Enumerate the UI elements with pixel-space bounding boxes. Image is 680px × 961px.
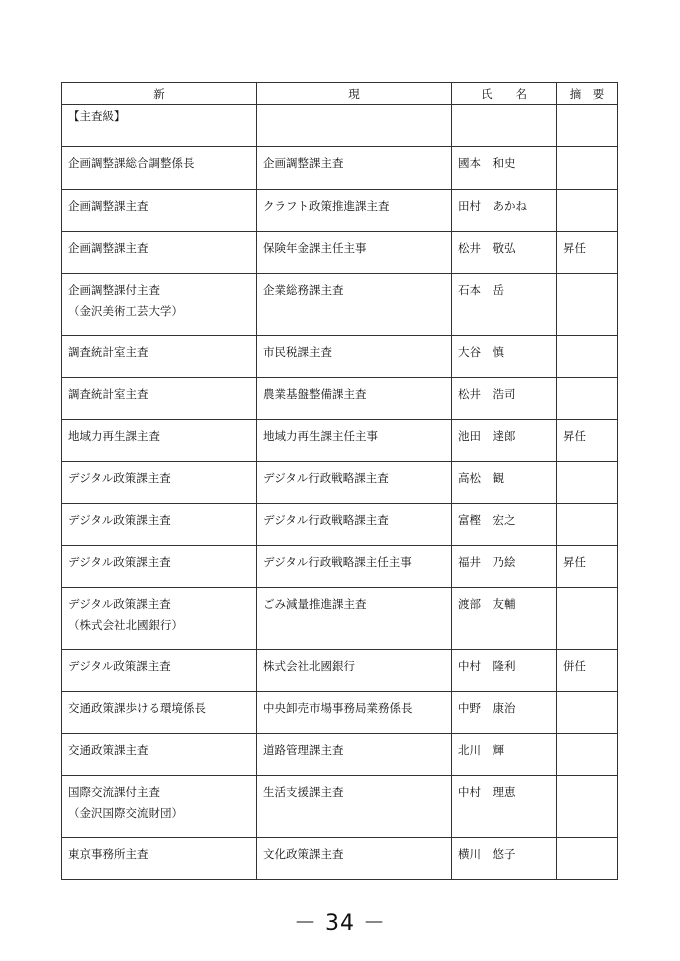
cell-name [452, 838, 557, 880]
current-text: 中央卸売市場事務局業務係長 [263, 701, 413, 715]
cell-new [62, 734, 257, 776]
new-text: 企画調整課主査 [68, 241, 149, 255]
cell-new [62, 776, 257, 838]
name-text: 松井 浩司 [458, 387, 516, 401]
cell-new [62, 378, 257, 420]
current-text: デジタル行政戦略課主査 [263, 471, 389, 485]
name-text: 池田 達郎 [458, 429, 516, 443]
name-text: 中村 隆利 [458, 659, 516, 673]
current-text: クラフト政策推進課主査 [263, 199, 390, 213]
cell-current [257, 147, 452, 190]
cell-current [257, 232, 452, 274]
new-text: 東京事務所主査 [68, 847, 149, 861]
table-row [62, 232, 618, 274]
name-text: 田村 あかね [458, 199, 527, 213]
cell-new [62, 650, 257, 692]
new-text: デジタル政策課主査 [68, 659, 171, 673]
cell-current [257, 274, 452, 336]
cell-note [557, 588, 618, 650]
cell-note [557, 776, 618, 838]
table-row [62, 546, 618, 588]
new-text: 企画調整課主査 [68, 199, 149, 213]
cell-note [557, 274, 618, 336]
new-text: 調査統計室主査 [68, 345, 149, 359]
cell-current [257, 462, 452, 504]
new-text: 地域力再生課主査 [68, 429, 160, 443]
section-row [62, 105, 618, 147]
name-text: 渡部 友輔 [458, 597, 516, 611]
new-text: デジタル政策課主査 [68, 555, 171, 569]
header-note: 摘 要 [557, 83, 618, 105]
cell-name [452, 650, 557, 692]
cell-note [557, 692, 618, 734]
cell-new [62, 838, 257, 880]
table-row [62, 734, 618, 776]
name-text: 北川 輝 [458, 743, 504, 757]
cell-note [557, 650, 618, 692]
new-text: 交通政策課主査 [68, 743, 149, 757]
cell-new [62, 588, 257, 650]
cell-note [557, 420, 618, 462]
cell-new [62, 190, 257, 232]
cell-note [557, 147, 618, 190]
table-row [62, 692, 618, 734]
current-text: ごみ減量推進課主査 [263, 597, 367, 611]
cell-new [62, 336, 257, 378]
page-number: － 34 － [294, 911, 386, 936]
table-row [62, 650, 618, 692]
table-row [62, 838, 618, 880]
table-row [62, 147, 618, 190]
cell-name [452, 147, 557, 190]
table-row [62, 336, 618, 378]
current-text: 生活支援課主査 [263, 785, 344, 799]
cell-note [557, 378, 618, 420]
cell-current [257, 504, 452, 546]
cell-new [62, 147, 257, 190]
cell-new [62, 420, 257, 462]
cell-name [452, 232, 557, 274]
table-row [62, 378, 618, 420]
cell-note [557, 232, 618, 274]
cell-name [452, 378, 557, 420]
current-text: 保険年金課主任主事 [263, 241, 367, 255]
cell-note [557, 336, 618, 378]
cell-name [452, 734, 557, 776]
section-label: 【主査級】 [68, 109, 126, 123]
cell-new [62, 504, 257, 546]
table-row [62, 462, 618, 504]
cell-name [452, 546, 557, 588]
cell-current [257, 190, 452, 232]
cell-new [62, 232, 257, 274]
table-row [62, 420, 618, 462]
note-text: 昇任 [563, 555, 586, 569]
cell-note [557, 546, 618, 588]
cell-name [452, 420, 557, 462]
current-text: 文化政策課主査 [263, 847, 344, 861]
cell-note [557, 734, 618, 776]
note-text: 昇任 [563, 429, 586, 443]
current-text: 企画調整課主査 [263, 156, 344, 170]
new-text: 国際交流課付主査 [68, 785, 160, 799]
cell-new [62, 462, 257, 504]
name-text: 松井 敬弘 [458, 241, 516, 255]
cell-current [257, 776, 452, 838]
name-text: 福井 乃絵 [458, 555, 516, 569]
current-text: 企業総務課主査 [263, 283, 344, 297]
header-name: 氏 名 [452, 83, 557, 105]
name-text: 石本 岳 [458, 283, 504, 297]
cell-name [452, 336, 557, 378]
current-text: 地域力再生課主任主事 [263, 429, 378, 443]
cell-current [257, 650, 452, 692]
cell-current [257, 588, 452, 650]
header-new: 新 [62, 83, 257, 105]
name-text: 高松 観 [458, 471, 504, 485]
cell-name [452, 462, 557, 504]
current-text: 市民税課主査 [263, 345, 332, 359]
cell-name [452, 504, 557, 546]
current-text: デジタル行政戦略課主任主事 [263, 555, 412, 569]
cell-current [257, 336, 452, 378]
new-text: 調査統計室主査 [68, 387, 149, 401]
new-sub-text: （株式会社北國銀行） [68, 618, 183, 632]
current-text: デジタル行政戦略課主査 [263, 513, 389, 527]
section-label-cell [62, 105, 257, 147]
cell-current [257, 420, 452, 462]
cell-current [257, 378, 452, 420]
current-text: 道路管理課主査 [263, 743, 344, 757]
cell-current [257, 838, 452, 880]
cell-note [557, 504, 618, 546]
table-row [62, 588, 618, 650]
new-text: 交通政策課歩ける環境係長 [68, 701, 206, 715]
cell-name [452, 692, 557, 734]
cell-new [62, 546, 257, 588]
current-text: 農業基盤整備課主査 [263, 387, 367, 401]
name-text: 大谷 慎 [458, 345, 504, 359]
new-text: 企画調整課付主査 [68, 283, 160, 297]
cell-note [557, 462, 618, 504]
cell-name [452, 776, 557, 838]
new-text: 企画調整課総合調整係長 [68, 156, 195, 170]
table-row [62, 190, 618, 232]
name-text: 富樫 宏之 [458, 513, 516, 527]
table-row [62, 776, 618, 838]
note-text: 昇任 [563, 241, 586, 255]
name-text: 横川 悠子 [458, 847, 516, 861]
cell-new [62, 274, 257, 336]
name-text: 國本 和史 [458, 156, 516, 170]
new-sub-text: （金沢美術工芸大学） [68, 304, 183, 318]
new-sub-text: （金沢国際交流財団） [68, 806, 183, 820]
cell-note [557, 190, 618, 232]
cell-new [62, 692, 257, 734]
cell-current [257, 734, 452, 776]
cell-current [257, 692, 452, 734]
cell-note [557, 838, 618, 880]
new-text: デジタル政策課主査 [68, 597, 171, 611]
cell-name [452, 588, 557, 650]
current-text: 株式会社北國銀行 [263, 659, 355, 673]
new-text: デジタル政策課主査 [68, 513, 171, 527]
table-header-row [62, 83, 618, 105]
cell-name [452, 274, 557, 336]
header-current: 現 [257, 83, 452, 105]
cell-current [257, 546, 452, 588]
table-row [62, 274, 618, 336]
personnel-table [61, 82, 618, 880]
name-text: 中野 康治 [458, 701, 516, 715]
new-text: デジタル政策課主査 [68, 471, 171, 485]
note-text: 併任 [563, 659, 586, 673]
table-row [62, 504, 618, 546]
name-text: 中村 理恵 [458, 785, 516, 799]
cell-name [452, 190, 557, 232]
